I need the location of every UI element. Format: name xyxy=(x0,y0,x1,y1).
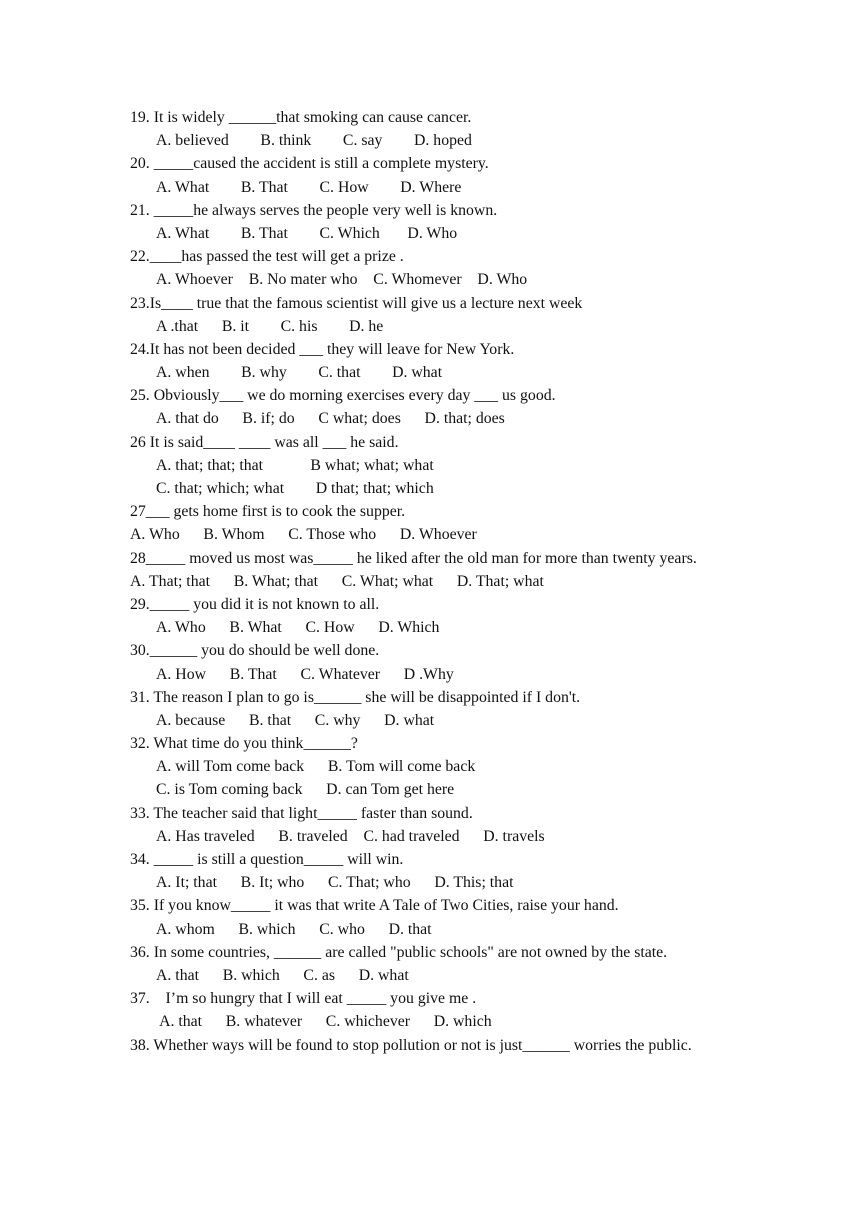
answer-options: A. How B. That C. Whatever D .Why xyxy=(156,665,454,683)
answer-options: A. that do B. if; do C what; does D. that; does xyxy=(156,410,505,428)
answer-options: A. whom B. which C. who D. that xyxy=(156,920,432,938)
question-text: 36. In some countries, ______ are called "public schools" are not owned by the state. xyxy=(130,943,668,961)
answer-options: A. Who B. What C. How D. Which xyxy=(156,619,440,637)
answer-options: A. It; that B. It; who C. That; who D. This; that xyxy=(156,874,514,892)
question-text: 24.It has not been decided ___ they will leave for New York. xyxy=(130,340,515,358)
answer-options: A. will Tom come back B. Tom will come back xyxy=(156,758,476,776)
question-text: 33. The teacher said that light_____ faster than sound. xyxy=(130,804,473,822)
question-text: 35. If you know_____ it was that write A Tale of Two Cities, raise your hand. xyxy=(130,897,619,915)
question-text: 29._____ you did it is not known to all. xyxy=(130,595,380,613)
answer-options: A. What B. That C. Which D. Who xyxy=(156,224,458,242)
answer-options: A. that B. whatever C. whichever D. which xyxy=(156,1013,492,1031)
answer-options: C. that; which; what D that; that; which xyxy=(156,480,434,497)
question-text: 28_____ moved us most was_____ he liked after the old man for more than twenty years. xyxy=(130,549,697,567)
answer-options: C. is Tom coming back D. can Tom get here xyxy=(156,781,455,799)
answer-options: A. that B. which C. as D. what xyxy=(156,966,409,984)
question-text: 23.Is____ true that the famous scientist will give us a lecture next week xyxy=(130,294,583,312)
answer-options: A .that B. it C. his D. he xyxy=(156,317,384,335)
answer-options: A. Has traveled B. traveled C. had traveled D. travels xyxy=(156,827,545,845)
question-text: A. That; that B. What; that C. What; what D. That; what xyxy=(130,572,544,590)
question-text: 27___ gets home first is to cook the supper. xyxy=(130,503,406,521)
question-list xyxy=(130,106,732,1057)
question-text: 21. _____he always serves the people very well is known. xyxy=(130,201,498,219)
answer-options: A. because B. that C. why D. what xyxy=(156,711,435,729)
question-text: 22.____has passed the test will get a prize . xyxy=(130,248,404,266)
question-text: 19. It is widely ______that smoking can cause cancer. xyxy=(130,109,472,126)
question-text: 26 It is said____ ____ was all ___ he said. xyxy=(130,433,399,451)
answer-options: A. when B. why C. that D. what xyxy=(156,364,443,382)
question-text: 37. I’m so hungry that I will eat _____ you give me . xyxy=(130,990,477,1008)
answer-options: A. Whoever B. No mater who C. Whomever D. Who xyxy=(156,271,528,289)
question-text: 30.______ you do should be well done. xyxy=(130,642,380,660)
question-text: 25. Obviously___ we do morning exercises every day ___ us good. xyxy=(130,387,556,405)
question-text: 38. Whether ways will be found to stop pollution or not is just______ worries the public. xyxy=(130,1036,692,1054)
question-text: 34. _____ is still a question_____ will win. xyxy=(130,851,404,869)
question-text: A. Who B. Whom C. Those who D. Whoever xyxy=(130,526,477,544)
answer-options: A. that; that; that B what; what; what xyxy=(156,456,434,474)
question-text: 32. What time do you think______? xyxy=(130,735,358,753)
question-text: 31. The reason I plan to go is______ she will be disappointed if I don't. xyxy=(130,688,581,706)
answer-options: A. What B. That C. How D. Where xyxy=(156,178,462,196)
answer-options: A. believed B. think C. say D. hoped xyxy=(156,132,472,150)
worksheet-page xyxy=(130,106,732,1057)
question-text: 20. _____caused the accident is still a complete mystery. xyxy=(130,155,489,173)
